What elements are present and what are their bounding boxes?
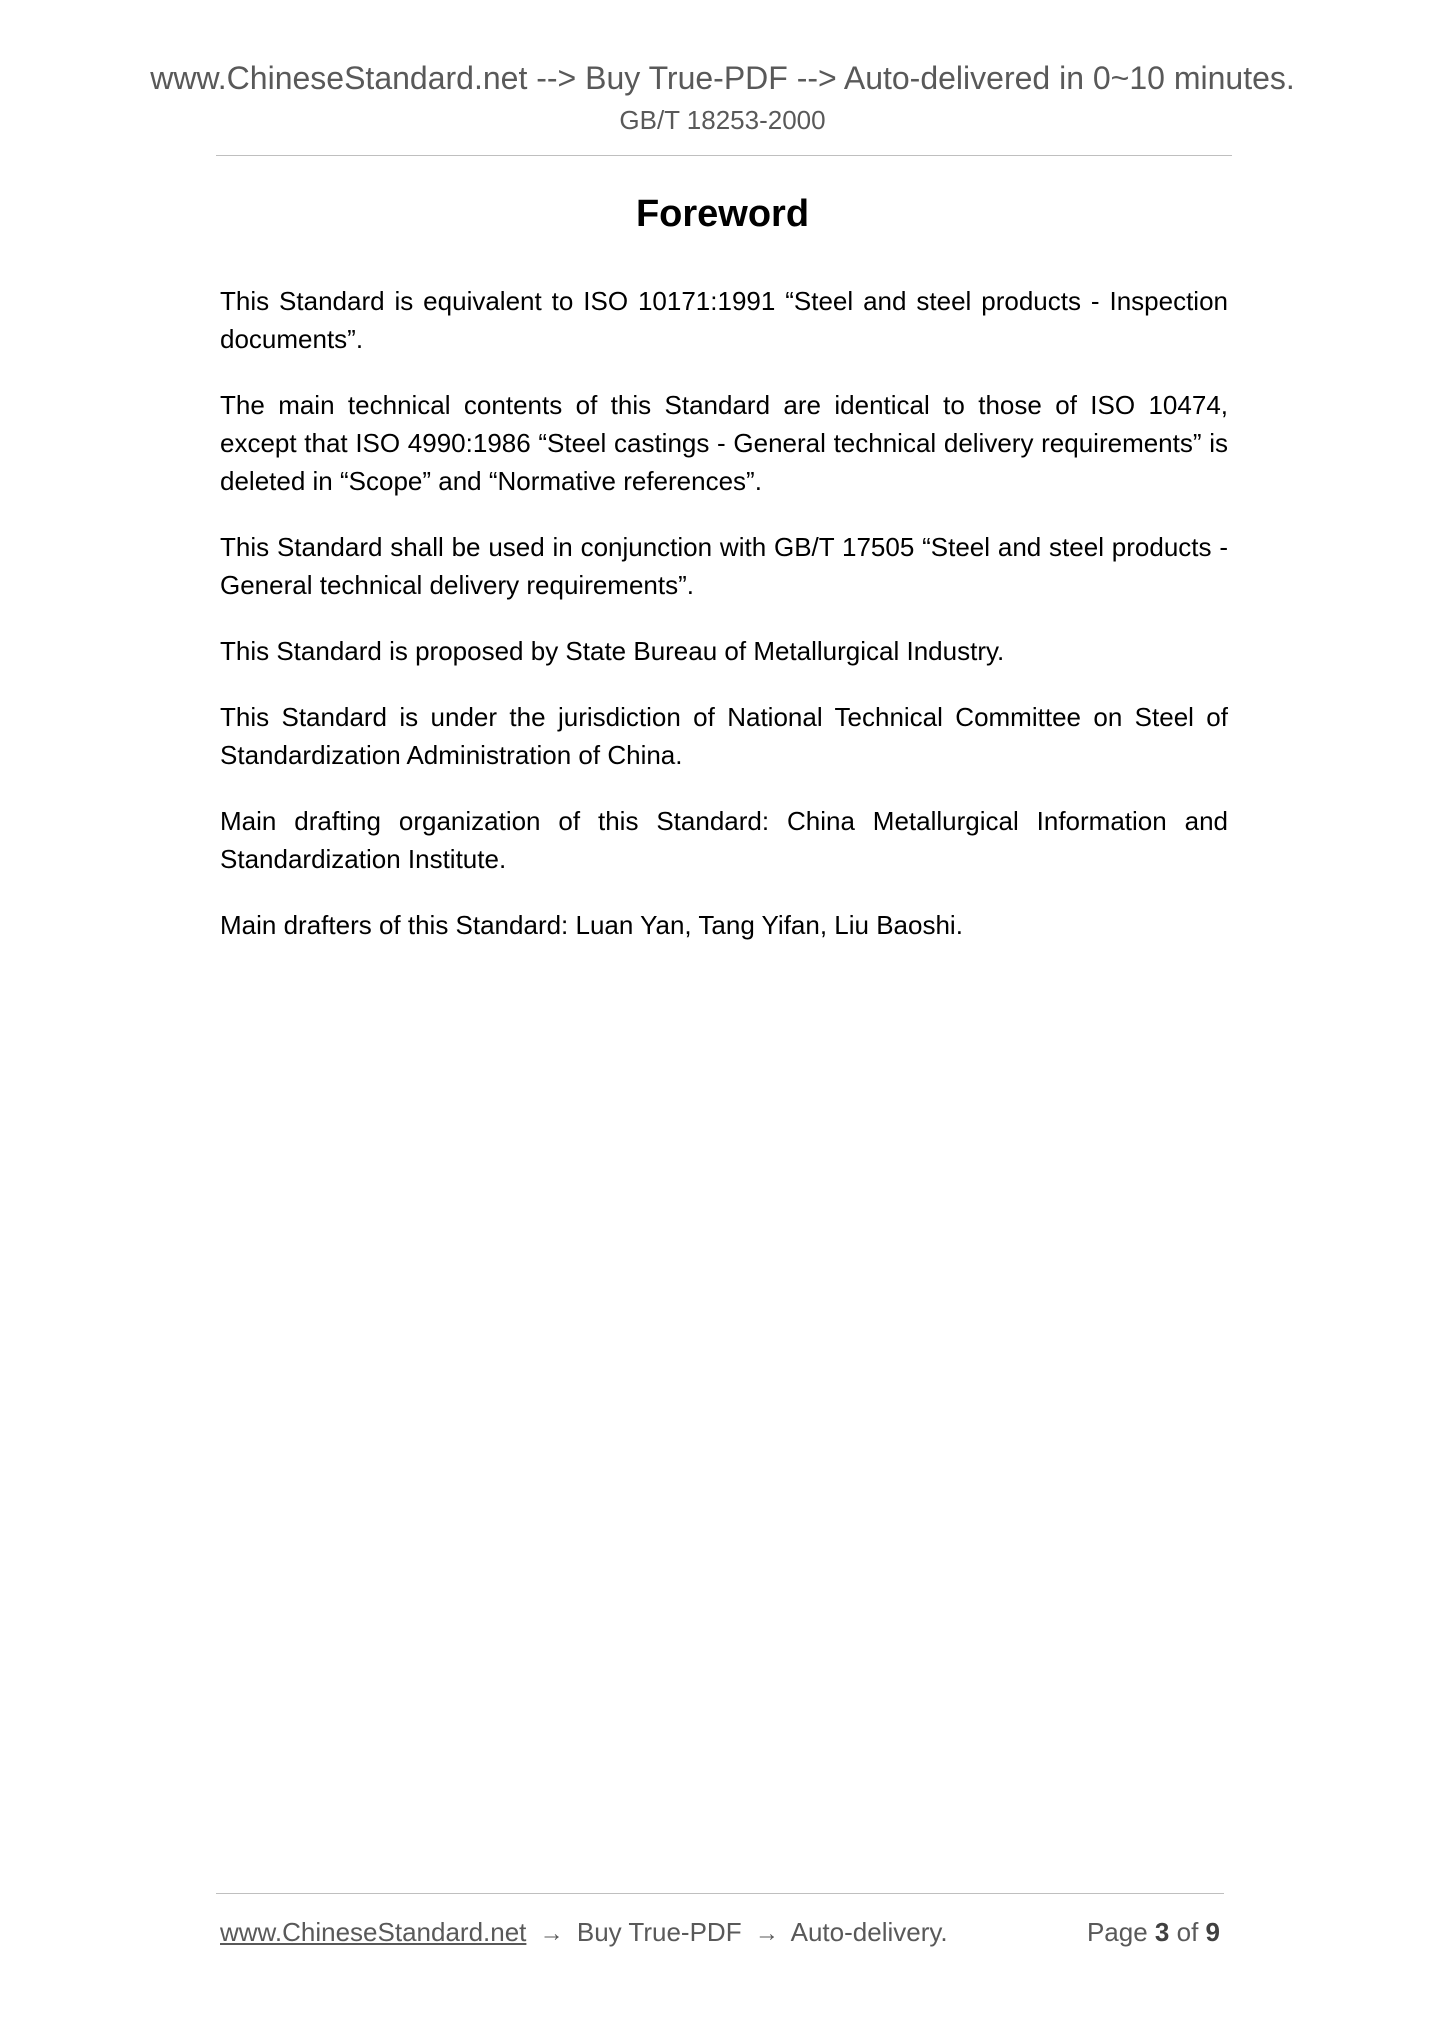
paragraph-drafting-organization: Main drafting organization of this Standard: China Metallurgical Information and Standardization Institute.: [220, 806, 1228, 874]
foreword-body: [220, 282, 1228, 972]
top-banner: www.ChineseStandard.net --> Buy True-PDF --> Auto-delivered in 0~10 minutes.: [150, 60, 1295, 96]
website-link[interactable]: www.ChineseStandard.net: [220, 1917, 527, 1947]
page-label: Page: [1086, 1917, 1148, 1947]
footer-divider: [216, 1893, 1224, 1894]
page-number: [1087, 1913, 1220, 1951]
footer-promo: [220, 1913, 948, 1953]
paragraph-proposed-by: This Standard is proposed by State Bureau of Metallurgical Industry.: [220, 636, 1005, 666]
auto-delivery-text: Auto-delivery.: [790, 1917, 948, 1947]
page-total: 9: [1205, 1917, 1220, 1947]
page-footer: [220, 1913, 1224, 1951]
arrow-right-icon: →: [754, 1920, 779, 1947]
paragraph-equivalence: This Standard is equivalent to ISO 10171:1991 “Steel and steel products - Inspection documents”.: [220, 286, 1228, 354]
paragraph-conjunction: This Standard shall be used in conjunction with GB/T 17505 “Steel and steel products - General technical delivery requirements”.: [220, 532, 1228, 600]
paragraph-technical-contents: The main technical contents of this Standard are identical to those of ISO 10474, except that ISO 4990:1986 “Steel castings - General technical delivery requirements” is deleted in “Scope” and “Normative references”.: [220, 390, 1228, 496]
arrow-right-icon: →: [539, 1920, 564, 1947]
paragraph-jurisdiction: This Standard is under the jurisdiction of National Technical Committee on Steel of Standardization Administration of China.: [220, 702, 1228, 770]
header-divider: [216, 155, 1232, 156]
paragraph-drafters: Main drafters of this Standard: Luan Yan, Tang Yifan, Liu Baoshi.: [220, 910, 963, 940]
page-title: Foreword: [635, 193, 810, 235]
page-of-label: of: [1176, 1917, 1199, 1947]
page-current: 3: [1154, 1917, 1170, 1947]
buy-pdf-text: Buy True-PDF: [576, 1917, 742, 1947]
standard-code: GB/T 18253-2000: [619, 105, 826, 135]
